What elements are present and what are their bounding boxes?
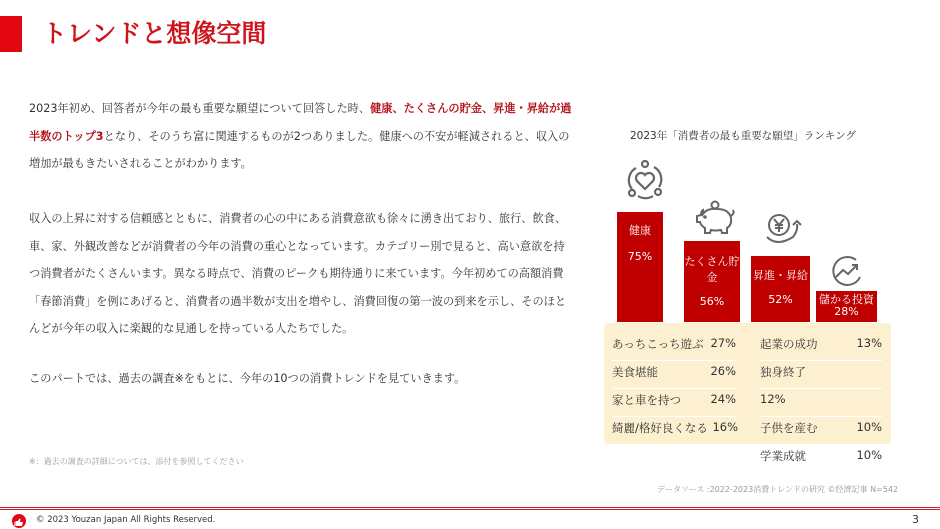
footnote: ※：過去の調査の詳細については、添付を参照してください [29, 457, 244, 466]
footer-divider [0, 507, 940, 510]
page-title: トレンドと想像空間 [42, 19, 267, 48]
item-label: あっちこっち遊ぶ [612, 337, 704, 351]
bar-label: たくさん貯金 [684, 255, 740, 284]
list-item [612, 392, 736, 417]
list-item [760, 420, 882, 445]
item-value: 10% [856, 448, 882, 462]
paragraph-1-prefix: 2023年初め、回答者が今年の最も重要な願望について回答した時、 [29, 102, 371, 115]
list-item [760, 392, 882, 417]
data-source: データソース :2022-2023消費トレンドの研究 ©经濟記事 N=542 [657, 485, 899, 494]
item-label: 綺麗/格好良くなる [612, 421, 708, 435]
item-label: 子供を産む [760, 421, 818, 435]
paragraph-2: 収入の上昇に対する信頼感とともに、消費者の心の中にある消費意欲も徐々に湧き出ており、旅行、飲食、車、家、外観改善などが消費者の今年の消費の重心となっています。カテゴリー別で見ると、高い意欲を持つ消費者がたくさんいます。異なる時点で、消費のピークも期待通りに来ています。今年初めての高額消費「春節消費」を例にあげると、消費者の過半数が支出を増やし、消費回復の第一波の到来を示し、そのほとんどが今年の収入に楽観的な見通しを持っている人たちでした。 [29, 212, 567, 335]
list-item [760, 364, 882, 389]
page-number: 3 [912, 513, 919, 526]
paragraph-1-highlight: 健康、たくさんの貯金、昇進・昇給が過半数のトップ3 [29, 102, 572, 143]
item-value: 13% [856, 336, 882, 350]
item-label: 起業の成功 [760, 337, 818, 351]
list-item [760, 448, 882, 473]
title-accent-bar [0, 16, 22, 52]
item-label: 学業成就 [760, 449, 806, 463]
bar-value: 28% [834, 305, 859, 318]
bar-promotion [751, 256, 810, 322]
bar-label: 儲かる投資 [819, 293, 874, 306]
item-label: 独身終了 [760, 365, 806, 379]
bar-health [617, 212, 663, 322]
bar-savings [684, 241, 740, 322]
list-item [760, 336, 882, 361]
list-item [612, 364, 736, 389]
bar-label: 昇進・昇給 [753, 269, 808, 282]
bar-value: 75% [627, 250, 653, 263]
item-value: 26% [710, 364, 736, 378]
yen-growth-icon [763, 211, 805, 247]
item-label: 家と車を持つ [612, 393, 681, 407]
copyright-text: © 2023 Youzan Japan All Rights Reserved. [36, 515, 216, 525]
trend-up-icon [830, 255, 864, 289]
item-label: 美食堪能 [612, 365, 658, 379]
heart-cycle-icon [626, 159, 664, 201]
bar-value: 52% [768, 293, 793, 306]
item-value: 24% [710, 392, 736, 406]
paragraph-3: このパートでは、過去の調査※をもとに、今年の10つの消費トレンドを見ていきます。 [29, 372, 466, 385]
bar-value: 56% [699, 295, 725, 308]
chart-title: 2023年「消費者の最も重要な願望」ランキング [630, 130, 856, 142]
thumbs-up-logo-icon [12, 514, 26, 528]
item-value: 27% [710, 336, 736, 350]
paragraph-1-suffix: となり、そのうち富に関連するものが2つありました。健康への不安が軽減されると、収入の増加が最もきたいされることがわかります。 [29, 129, 570, 170]
bar-label: 健康 [629, 224, 651, 237]
list-item [612, 336, 736, 361]
list-item [612, 420, 738, 445]
item-value: 16% [712, 420, 738, 434]
bar-investment [816, 291, 877, 322]
item-label: 12% [760, 392, 786, 406]
piggy-bank-icon [695, 200, 737, 236]
item-value: 10% [856, 420, 882, 434]
paragraph-1 [29, 95, 574, 178]
